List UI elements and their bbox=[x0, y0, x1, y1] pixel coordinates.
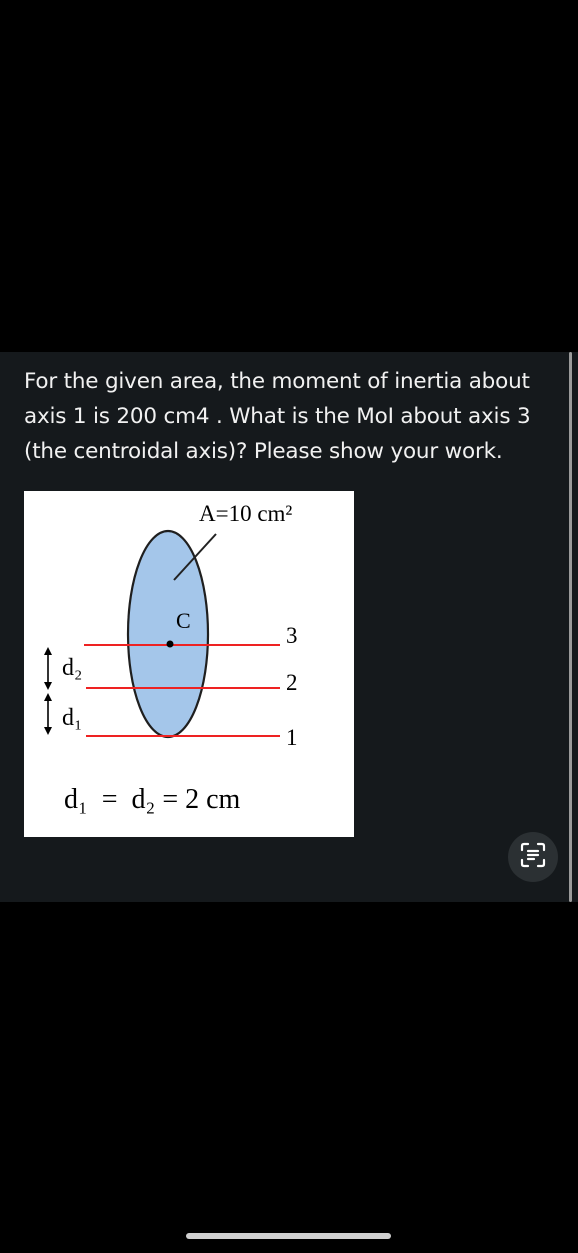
axis-1-label: 1 bbox=[286, 725, 298, 750]
d2-label: d₂ bbox=[62, 655, 83, 681]
area-label: A=10 cm² bbox=[199, 501, 293, 526]
axis-2-label: 2 bbox=[286, 670, 298, 695]
text-scan-icon bbox=[519, 841, 547, 874]
diagram-svg bbox=[24, 491, 354, 837]
d1-label: d₁ bbox=[62, 705, 83, 731]
d1-arrow bbox=[44, 693, 52, 735]
scrollbar[interactable] bbox=[569, 352, 572, 902]
distance-equation: d₁ = d₂ = 2 cm bbox=[64, 784, 241, 815]
question-card bbox=[0, 352, 578, 902]
centroid-dot bbox=[167, 641, 174, 648]
d2-arrow bbox=[44, 647, 52, 690]
text-scan-button[interactable] bbox=[508, 832, 558, 882]
axis-3-label: 3 bbox=[286, 623, 298, 648]
question-text: For the given area, the moment of inertia about axis 1 is 200 cm4 . What is the MoI about axis 3 (the centroidal axis)? Please show your work. bbox=[24, 369, 531, 464]
centroid-label: C bbox=[176, 608, 191, 633]
home-indicator[interactable] bbox=[186, 1233, 391, 1239]
area-ellipse bbox=[128, 531, 208, 737]
moment-of-inertia-diagram bbox=[24, 491, 354, 837]
